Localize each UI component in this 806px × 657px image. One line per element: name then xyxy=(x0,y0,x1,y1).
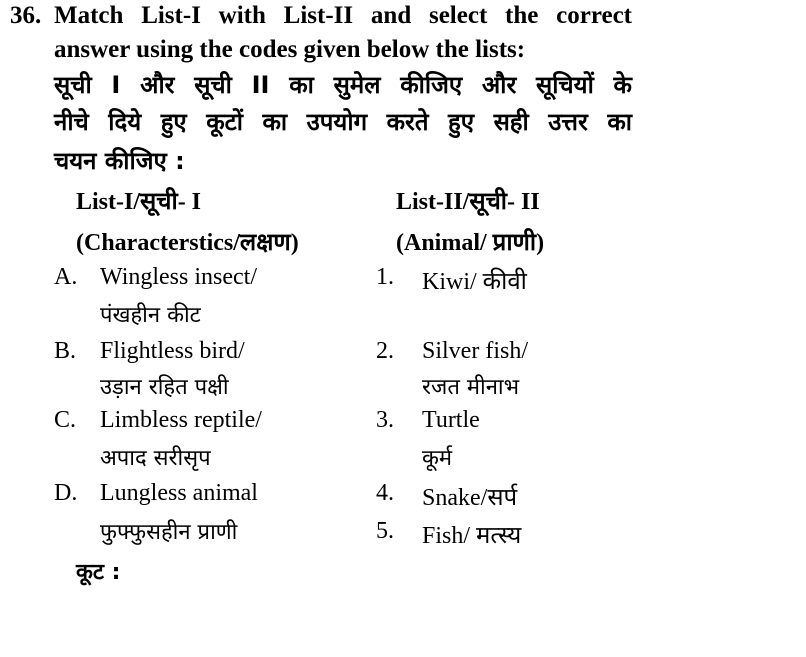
list2-item-english: Silver fish/ xyxy=(422,338,528,364)
codes-label: कूट : xyxy=(76,560,121,585)
list2-subheading: (Animal/ प्राणी) xyxy=(396,230,545,256)
list1-item-label: D. xyxy=(54,480,78,506)
list1-item-english: Limbless reptile/ xyxy=(100,407,262,433)
list2-item-english: Snake/सर्प xyxy=(422,485,518,511)
list2-item-hindi: कूर्म xyxy=(422,446,453,471)
question-english-line-2: answer using the codes given below the lists: xyxy=(54,36,526,63)
question-hindi-line-1: सूची I और सूची II का सुमेल कीजिए और सूचियों के xyxy=(54,71,632,99)
list2-item-english: Kiwi/ कीवी xyxy=(422,269,527,295)
question-english-line-1: Match List-I with List-II and select the correct xyxy=(54,2,632,29)
list1-item-label: C. xyxy=(54,407,77,433)
list2-item-english: Fish/ मत्स्य xyxy=(422,523,522,549)
list1-item-hindi: फुफ्फुसहीन प्राणी xyxy=(100,520,238,545)
list1-subheading: (Characterstics/लक्षण) xyxy=(76,230,299,256)
list2-item-label: 2. xyxy=(376,338,394,364)
list2-heading: List-II/सूची- II xyxy=(396,189,540,215)
list1-item-english: Flightless bird/ xyxy=(100,338,245,364)
question-number: 36. xyxy=(10,2,42,29)
list1-item-hindi: पंखहीन कीट xyxy=(100,303,201,328)
list2-item-english: Turtle xyxy=(422,407,480,433)
list2-item-label: 1. xyxy=(376,264,394,290)
question-hindi-line-2: नीचे दिये हुए कूटों का उपयोग करते हुए सही उत्तर का xyxy=(54,108,632,136)
list2-item-label: 3. xyxy=(376,407,394,433)
list1-item-hindi: उड़ान रहित पक्षी xyxy=(100,375,229,400)
list2-item-hindi: रजत मीनाभ xyxy=(422,375,520,400)
list1-item-label: A. xyxy=(54,264,78,290)
list1-heading: List-I/सूची- I xyxy=(76,189,202,215)
list1-item-hindi: अपाद सरीसृप xyxy=(100,446,211,471)
list2-item-label: 5. xyxy=(376,518,394,544)
list1-item-label: B. xyxy=(54,338,77,364)
question-hindi-line-3: चयन कीजिए : xyxy=(54,147,185,175)
list2-item-label: 4. xyxy=(376,480,394,506)
list1-item-english: Lungless animal xyxy=(100,480,258,506)
list1-item-english: Wingless insect/ xyxy=(100,264,258,290)
